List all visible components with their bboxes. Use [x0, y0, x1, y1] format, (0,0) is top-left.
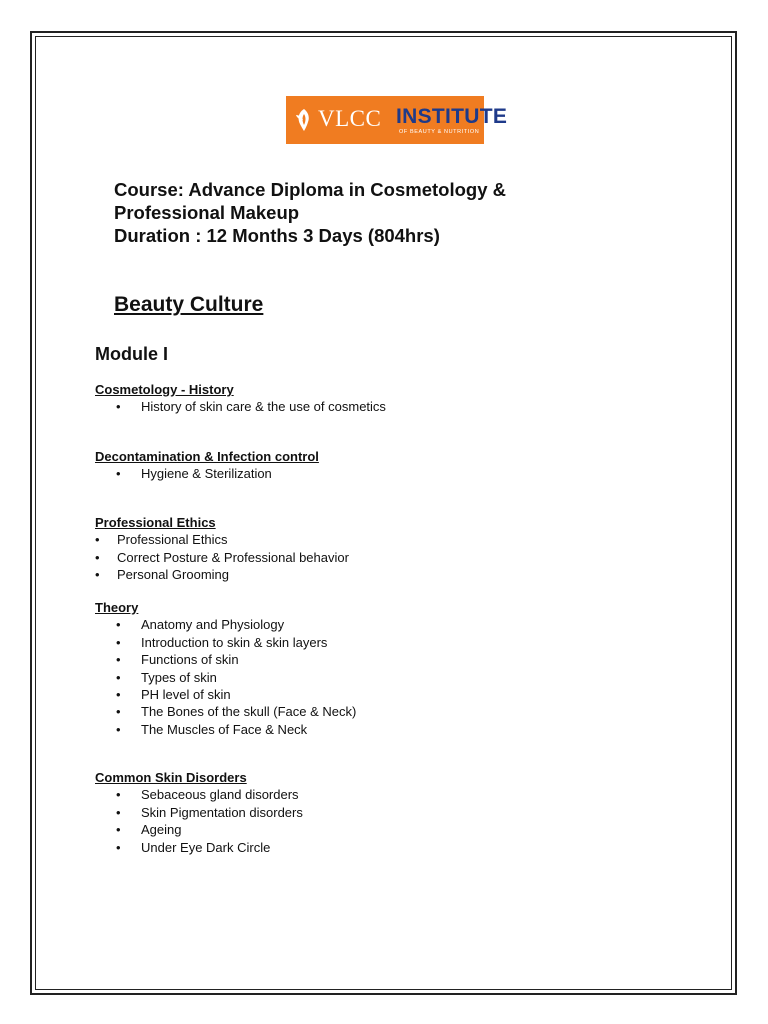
- list-item: • Anatomy and Physiology: [116, 617, 285, 633]
- bullet-icon: •: [116, 634, 121, 650]
- topic-list: [95, 616, 356, 738]
- logo-emblem-icon: [293, 106, 315, 134]
- bullet-icon: •: [116, 617, 121, 633]
- bullet-icon: •: [116, 804, 121, 820]
- bullet-icon: •: [95, 532, 100, 548]
- topic-list: [95, 465, 319, 482]
- course-duration: Duration : 12 Months 3 Days (804hrs): [114, 225, 440, 246]
- list-item: • Sebaceous gland disorders: [116, 787, 299, 803]
- course-info: [114, 178, 506, 247]
- list-item: • Under Eye Dark Circle: [116, 839, 271, 855]
- bullet-icon: •: [95, 567, 100, 583]
- course-title-line1: Course: Advance Diploma in Cosmetology &: [114, 179, 506, 200]
- topic-title: Decontamination & Infection control: [95, 449, 319, 464]
- bullet-icon: •: [116, 687, 121, 703]
- list-item: • Skin Pigmentation disorders: [116, 804, 303, 820]
- bullet-icon: •: [95, 549, 100, 565]
- list-item: • Personal Grooming: [95, 567, 229, 583]
- list-item: • Professional Ethics: [95, 532, 228, 548]
- module-title: Module I: [95, 344, 168, 364]
- topic-common-skin-disorders: [95, 769, 303, 856]
- list-item: • The Muscles of Face & Neck: [116, 721, 308, 737]
- list-item: • Types of skin: [116, 669, 217, 685]
- topic-title: Common Skin Disorders: [95, 770, 247, 785]
- bullet-icon: •: [116, 399, 121, 415]
- list-item: • Hygiene & Sterilization: [116, 466, 272, 482]
- bullet-icon: •: [116, 466, 121, 482]
- topic-list: [95, 398, 386, 415]
- topic-title: Theory: [95, 600, 139, 615]
- section-heading: Beauty Culture: [114, 293, 264, 316]
- logo-tagline: OF BEAUTY & NUTRITION: [399, 129, 480, 135]
- bullet-icon: •: [116, 669, 121, 685]
- bullet-icon: •: [116, 787, 121, 803]
- topic-list: [95, 786, 303, 856]
- topic-decontamination: [95, 448, 319, 483]
- topic-title: Cosmetology - History: [95, 382, 234, 397]
- list-item: • History of skin care & the use of cosmetics: [116, 399, 386, 415]
- bullet-icon: •: [116, 839, 121, 855]
- topic-theory: [95, 599, 356, 738]
- bullet-icon: •: [116, 704, 121, 720]
- topic-professional-ethics: [95, 514, 349, 584]
- list-item: • The Bones of the skull (Face & Neck): [116, 704, 357, 720]
- list-item: • Functions of skin: [116, 652, 239, 668]
- topic-title: Professional Ethics: [95, 515, 216, 530]
- vlcc-logo: [286, 96, 508, 144]
- course-title-line2: Professional Makeup: [114, 202, 300, 223]
- bullet-icon: •: [116, 652, 121, 668]
- logo-brand: VLCC: [318, 106, 382, 131]
- list-item: • Correct Posture & Professional behavior: [95, 549, 349, 565]
- bullet-icon: •: [116, 822, 121, 838]
- bullet-icon: •: [116, 721, 121, 737]
- list-item: • PH level of skin: [116, 687, 231, 703]
- logo-institute: INSTITUTE: [396, 105, 508, 128]
- topic-list: [95, 531, 349, 583]
- topic-cosmetology-history: [95, 381, 386, 416]
- list-item: • Ageing: [116, 822, 182, 838]
- list-item: • Introduction to skin & skin layers: [116, 634, 328, 650]
